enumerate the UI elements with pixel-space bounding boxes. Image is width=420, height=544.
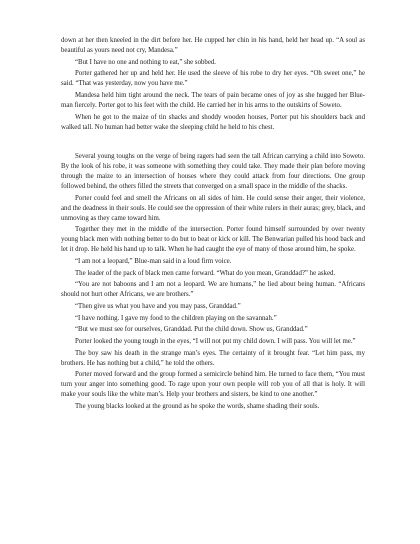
paragraph: down at her then kneeled in the dirt before her. He cupped her chin in his hand, held her head up. “A soul as beautiful as yours need not cry, Mandesa.”	[61, 37, 365, 55]
paragraph: The boy saw his death in the strange man’s eyes. The certainty of it brought fear. “Let him pass, my brothers. He has nothing but a child,” he told the others.	[61, 349, 365, 367]
body-text	[61, 36, 365, 414]
paragraph: The leader of the pack of black men came forward. “What do you mean, Granddad?” he asked.	[75, 269, 336, 277]
paragraph: “You are not baboons and I am not a leopard. We are humans,” he lied about being human. “Africans should not hurt other Africans, we are brothers.”	[61, 281, 365, 299]
paragraph: “I have nothing. I gave my food to the children playing on the savannah.”	[75, 314, 277, 322]
paragraph: Porter looked the young tough in the eyes, “I will not put my child down. I will pass. You will let me.”	[75, 337, 356, 345]
paragraph: “Then give us what you have and you may pass, Granddad.”	[75, 303, 241, 311]
paragraph: Porter gathered her up and held her. He used the sleeve of his robe to dry her eyes. “Oh sweet one,” he said. “That was yesterday, now you have me.”	[61, 70, 365, 88]
paragraph: Porter could feel and smell the Africans on all sides of him. He could sense their anger, their violence, and the deadness in their souls. He could see the oppression of their white rulers in their auras; grey, black, and unmoving as they came toward him.	[61, 194, 365, 222]
paragraph: Mandesa held him tight around the neck. The tears of pain became ones of joy as she hugged her Blue-man fiercely. Porter got to his feet with the child. He carried her in his arms to the outskirts of Soweto.	[61, 92, 365, 110]
paragraph: “But I have no one and nothing to eat,” she sobbed.	[75, 58, 217, 66]
paragraph: When he got to the maize of tin shacks and shoddy wooden houses, Porter put his shoulders back and walked tall. No human had better wake the sleeping child he held to his chest.	[61, 113, 365, 131]
paragraph: “I am not a leopard,” Blue-man said in a loud firm voice.	[75, 258, 232, 266]
paragraph: Several young toughs on the verge of being ragers had seen the tall African carrying a child into Soweto. By the look of his robe, it was someone with something they could take. They made their plan before moving through the maize to an intersection of houses where they could attack from four directions. One group followed behind, the others filled the streets that converged on a small space in the middle of the shacks.	[61, 152, 365, 190]
paragraph: “But we must see for ourselves, Granddad. Put the child down. Show us, Granddad.”	[75, 326, 308, 334]
paragraph: Porter moved forward and the group formed a semicircle behind him. He turned to face them, “You must turn your anger into something good. To rage upon your own people will rob you of all that is holy. It will make your souls like the white man’s. Help your brothers and sisters, be kind to one another.”	[61, 371, 365, 399]
paragraph: The young blacks looked at the ground as he spoke the words, shame shading their souls.	[75, 403, 320, 410]
paragraph: Together they met in the middle of the intersection. Porter found himself surrounded by over twenty young black men with nothing better to do but to beat or kick or kill. The Benwarian pulled his hood back and let it drop. He held his hand up to talk. When he had caught the eye of many of those around him, he spoke.	[61, 226, 365, 254]
